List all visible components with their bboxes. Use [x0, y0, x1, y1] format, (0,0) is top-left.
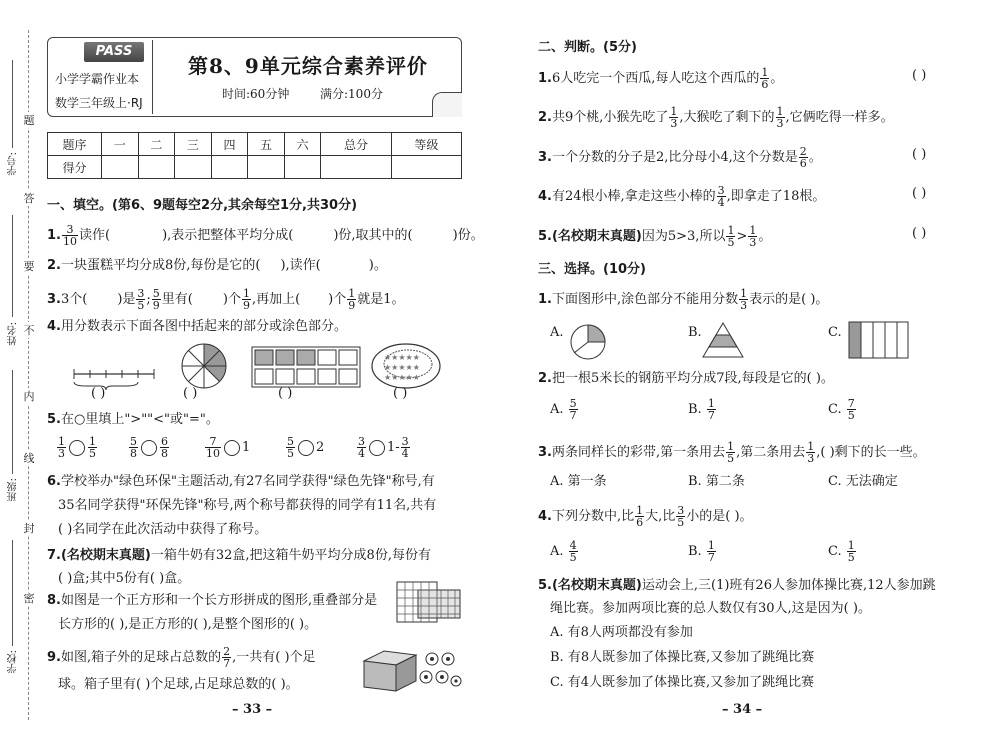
- svg-text:★★★★★: ★★★★★: [384, 363, 420, 372]
- fill-q4: 4.用分数表示下面各图中括起来的部分或涂色部分。: [47, 319, 347, 334]
- pass-logo: PASS: [84, 42, 144, 62]
- fill-q6-line1: 6.学校举办"绿色环保"主题活动,有27名同学获得"绿色先锋"称号,有: [47, 474, 435, 489]
- choice-q5-line1: 5.(名校期末真题)运动会上,三(1)班有26人参加体操比赛,12人参加跳: [538, 578, 936, 593]
- page-curl-decoration: [432, 92, 462, 117]
- page-number-right: – 34 –: [722, 702, 763, 717]
- svg-text:★★★★★: ★★★★★: [384, 373, 420, 382]
- fill-q1: 1. $\frac{3}{10}$ 读作( ),表示把整体平均分成( )份,取其中的( )份。: [47, 223, 484, 248]
- seal-char: 题: [23, 114, 35, 127]
- striped-rectangle-option-icon: [848, 321, 910, 361]
- triangle-option-icon: [700, 320, 746, 360]
- choice-q3: 3.两条同样长的彩带,第一条用去 $\frac{1}{5}$ ,第二条用去 $\frac{1}{3}$ ,( )剩下的长一些。: [538, 440, 926, 465]
- judge-q1: 1.6人吃完一个西瓜,每人吃这个西瓜的 $\frac{1}{6}$ 。: [538, 66, 784, 91]
- choice-q2-option-b[interactable]: B. $\frac{1}{7}$: [688, 397, 715, 422]
- score-row-label: 得分: [48, 156, 102, 179]
- choice-q1-option-a[interactable]: A.: [550, 325, 564, 340]
- section-1-heading: 一、填空。(第6、9题每空2分,其余每空1分,共30分): [47, 198, 358, 213]
- choice-q5-option-a[interactable]: A. 有8人两项都没有参加: [550, 625, 693, 640]
- choice-q3-option-c[interactable]: C. 无法确定: [828, 474, 898, 489]
- page-number-left: – 33 –: [232, 702, 273, 717]
- choice-q1-option-c[interactable]: C.: [828, 325, 842, 340]
- judge-q5: 5.(名校期末真题)因为5>3,所以 $\frac{1}{5}$ > $\frac{1}{3}$ 。: [538, 224, 772, 249]
- class-field-label: 班级:: [8, 478, 19, 502]
- q4-answer-3[interactable]: ( ): [278, 386, 293, 401]
- seal-char: 要: [23, 260, 35, 273]
- exam-full-score: 满分:100分: [320, 87, 383, 101]
- table-header-cell: 五: [248, 133, 285, 156]
- choice-q1-option-b[interactable]: B.: [688, 325, 702, 340]
- choice-q2: 2.把一根5米长的钢筋平均分成7段,每段是它的( )。: [538, 371, 834, 386]
- choice-q4-option-b[interactable]: B. $\frac{1}{7}$: [688, 539, 715, 564]
- choice-q2-option-a[interactable]: A. $\frac{5}{7}$: [550, 397, 577, 422]
- fill-q9-line2: 球。箱子里有( )个足球,占足球总数的( )。: [58, 677, 299, 692]
- choice-q4-option-a[interactable]: A. $\frac{4}{5}$: [550, 539, 577, 564]
- choice-q5-option-b[interactable]: B. 有8人既参加了体操比赛,又参加了跳绳比赛: [550, 650, 815, 665]
- box-and-balls-figure: [360, 645, 465, 695]
- score-cell[interactable]: [102, 156, 139, 179]
- box-icon: [364, 651, 416, 691]
- school-line[interactable]: [12, 540, 13, 646]
- compare-circle[interactable]: [69, 440, 85, 456]
- score-cell[interactable]: [175, 156, 212, 179]
- seal-char: 答: [23, 192, 35, 205]
- fill-q5: 5.在○里填上">""<"或"="。: [47, 412, 219, 427]
- judge-q4: 4.有24根小棒,拿走这些小棒的 $\frac{3}{4}$ ,即拿走了18根。: [538, 184, 826, 209]
- compare-2: $\frac{5}{8}$ $\frac{6}{8}$: [130, 435, 168, 460]
- score-cell[interactable]: [284, 156, 321, 179]
- table-header-cell: 等级: [391, 133, 461, 156]
- star-ellipse-figure: [372, 344, 440, 388]
- seal-char: 不: [23, 324, 35, 337]
- table-header-cell: 总分: [321, 133, 391, 156]
- fill-q7-line2: ( )盒;其中5份有( )盒。: [58, 571, 191, 586]
- fill-q6-line2: 35名同学获得"环保先锋"称号,两个称号都获得的同学有11名,共有: [58, 498, 437, 513]
- choice-q4: 4.下列分数中,比 $\frac{1}{6}$ 大,比 $\frac{3}{5}$ 小的是( )。: [538, 504, 753, 529]
- judge-q3: 3.一个分数的分子是2,比分母小4,这个分数是 $\frac{2}{6}$ 。: [538, 145, 822, 170]
- table-header-cell: 三: [175, 133, 212, 156]
- compare-4: $\frac{5}{5}$ 2: [287, 435, 325, 460]
- choice-q5-line2: 绳比赛。参加两项比赛的总人数仅有30人,这是因为( )。: [550, 601, 871, 616]
- school-field-label: 学校:: [8, 650, 19, 674]
- fill-q8-line2: 长方形的( ),是正方形的( ),是整个图形的( )。: [58, 617, 318, 632]
- fill-q9-line1: 9.如图,箱子外的足球占总数的 $\frac{2}{7}$ ,一共有( )个足: [47, 645, 316, 670]
- judge-q5-answer[interactable]: ( ): [912, 226, 927, 241]
- fill-q8-line1: 8.如图是一个正方形和一个长方形拼成的图形,重叠部分是: [47, 593, 378, 608]
- q4-answer-4[interactable]: ( ): [393, 386, 408, 401]
- table-header-cell: 四: [211, 133, 248, 156]
- score-cell[interactable]: [211, 156, 248, 179]
- seal-char: 密: [23, 592, 35, 605]
- svg-text:★★★★★: ★★★★★: [384, 353, 420, 362]
- score-table: [47, 132, 462, 179]
- page-title: 第8、9单元综合素养评价: [188, 54, 428, 78]
- judge-q4-answer[interactable]: ( ): [912, 186, 927, 201]
- overlap-grid-figure: [396, 581, 462, 627]
- section-3-heading: 三、选择。(10分): [538, 262, 646, 277]
- fill-q3: 3.3个( )是 $\frac{3}{5}$ ; $\frac{5}{9}$ 里有( )个 $\frac{1}{9}$ ,再加上( )个 $\frac{1}{9}$ 就是1。: [47, 287, 405, 312]
- score-cell[interactable]: [248, 156, 285, 179]
- student-id-line[interactable]: [12, 60, 13, 148]
- compare-circle[interactable]: [298, 440, 314, 456]
- fill-q2: 2.一块蛋糕平均分成8份,每份是它的( ),读作( )。: [47, 258, 387, 273]
- compare-circle[interactable]: [224, 440, 240, 456]
- compare-circle[interactable]: [141, 440, 157, 456]
- exam-time: 时间:60分钟: [222, 87, 290, 101]
- table-header-cell: 一: [102, 133, 139, 156]
- seal-char: 封: [23, 522, 35, 535]
- table-header-cell: 六: [284, 133, 321, 156]
- header-divider: [152, 40, 153, 114]
- choice-q3-option-a[interactable]: A. 第一条: [550, 474, 607, 489]
- choice-q2-option-c[interactable]: C. $\frac{7}{5}$: [828, 397, 855, 422]
- fill-q6-line3: ( )名同学在此次活动中获得了称号。: [58, 522, 268, 537]
- judge-q1-answer[interactable]: ( ): [912, 68, 927, 83]
- compare-3: $\frac{7}{10}$ 1: [206, 435, 251, 460]
- seal-char: 线: [23, 452, 35, 465]
- choice-q4-option-c[interactable]: C. $\frac{1}{5}$: [828, 539, 855, 564]
- q4-answer-1[interactable]: ( ): [91, 386, 106, 401]
- class-line[interactable]: [12, 370, 13, 474]
- choice-q1: 1.下面图形中,涂色部分不能用分数 $\frac{1}{3}$ 表示的是( )。: [538, 287, 829, 312]
- sector-circle-figure: [182, 344, 226, 388]
- fill-q7-line1: 7.(名校期末真题)一箱牛奶有32盒,把这箱牛奶平均分成8份,每份有: [47, 548, 431, 563]
- choice-q3-option-b[interactable]: B. 第二条: [688, 474, 745, 489]
- table-header-cell: 二: [138, 133, 175, 156]
- rectangle-grid-figure: [252, 347, 360, 387]
- segmented-line-figure: [74, 369, 154, 390]
- judge-q3-answer[interactable]: ( ): [912, 147, 927, 162]
- seal-char: 内: [23, 390, 35, 403]
- compare-1: $\frac{1}{3}$ $\frac{1}{5}$: [58, 435, 96, 460]
- score-cell[interactable]: [321, 156, 391, 179]
- sector-circle-option-icon: [568, 322, 608, 362]
- binding-dashed-line: [28, 30, 29, 720]
- name-line[interactable]: [12, 215, 13, 317]
- score-cell[interactable]: [138, 156, 175, 179]
- q4-answer-2[interactable]: ( ): [183, 386, 198, 401]
- judge-q2: 2.共9个桃,小猴先吃了 $\frac{1}{3}$ ,大猴吃了剩下的 $\frac{1}{3}$ ,它俩吃得一样多。: [538, 105, 894, 130]
- series-name: 小学学霸作业本: [55, 72, 140, 86]
- compare-5: $\frac{3}{4}$ 1- $\frac{3}{4}$: [358, 435, 409, 460]
- student-id-field-label: 学号:: [8, 152, 19, 176]
- table-header-cell: 题序: [48, 133, 102, 156]
- name-field-label: 姓名:: [8, 322, 19, 346]
- section-2-heading: 二、判断。(5分): [538, 40, 637, 55]
- compare-circle[interactable]: [369, 440, 385, 456]
- choice-q5-option-c[interactable]: C. 有4人既参加了体操比赛,又参加了跳绳比赛: [550, 675, 815, 690]
- score-cell[interactable]: [391, 156, 461, 179]
- grade-label: 数学三年级上·RJ: [55, 96, 143, 110]
